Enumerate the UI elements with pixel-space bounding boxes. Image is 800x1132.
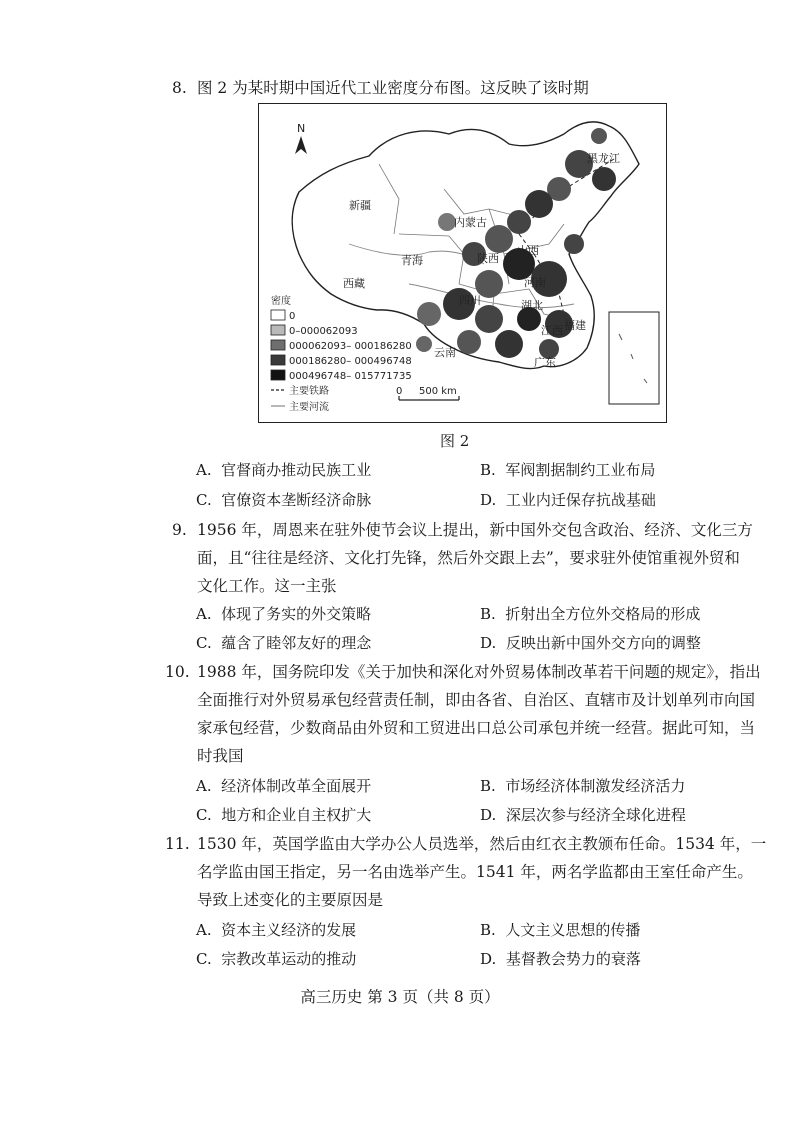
q8-option-c[interactable]: C. 官僚资本垄断经济命脉 [196, 491, 372, 509]
region-label: 福建 [564, 319, 586, 332]
region-label: 陕西 [477, 252, 499, 265]
legend-swatch-4 [271, 370, 285, 380]
q9-line: 1956 年，周恩来在驻外使节会议上提出，新中国外交包含政治、经济、文化三方 [197, 521, 753, 539]
q9-option-c[interactable]: C. 蕴含了睦邻友好的理念 [196, 634, 372, 652]
q11-option-b[interactable]: B. 人文主义思想的传播 [480, 921, 641, 939]
region-label: 山西 [517, 244, 539, 257]
q11-option-c[interactable]: C. 宗教改革运动的推动 [196, 950, 357, 968]
q9-option-a[interactable]: A. 体现了务实的外交策略 [196, 605, 372, 623]
q11-line: 名学监由国王指定，另一名由选举产生。1541 年，两名学监都由王室任命产生。 [197, 863, 753, 881]
q10-line: 家承包经营，少数商品由外贸和工贸进出口总公司承包并统一经营。据此可知，当 [197, 719, 756, 737]
legend-label: 000186280– 000496748 [289, 356, 412, 367]
q8-option-b[interactable]: B. 军阀割据制约工业布局 [480, 461, 656, 479]
q11-option-a[interactable]: A. 资本主义经济的发展 [196, 921, 357, 939]
south-china-sea-inset [609, 312, 659, 404]
q8-number: 8. [172, 79, 187, 97]
north-arrow-icon [295, 136, 307, 154]
q8-stem: 图 2 为某时期中国近代工业密度分布图。这反映了该时期 [197, 79, 589, 97]
region-label: 江西 [541, 324, 563, 337]
q10-option-b[interactable]: B. 市场经济体制激发经济活力 [480, 777, 686, 795]
legend-swatch-1 [271, 325, 285, 335]
legend-label: 0–000062093 [289, 326, 358, 337]
region-label: 广东 [534, 356, 556, 369]
legend-swatch-0 [271, 310, 285, 320]
railway-legend-label: 主要铁路 [289, 386, 329, 397]
q10-option-d[interactable]: D. 深层次参与经济全球化进程 [480, 806, 686, 824]
q11-number: 11. [165, 835, 190, 853]
q9-option-d[interactable]: D. 反映出新中国外交方向的调整 [480, 634, 701, 652]
q8-option-d[interactable]: D. 工业内迁保存抗战基础 [480, 491, 656, 509]
density-blobs [416, 128, 616, 359]
legend-title: 密度 [271, 296, 291, 307]
map-figure [259, 104, 666, 422]
legend-label: 000496748– 015771735 [289, 371, 412, 382]
region-label: 河南 [524, 276, 546, 289]
legend-label: 000062093– 000186280 [289, 341, 412, 352]
region-label: 四川 [459, 294, 481, 307]
q9-number: 9. [172, 521, 187, 539]
region-label: 青海 [401, 254, 423, 267]
q8-option-a[interactable]: A. 官督商办推动民族工业 [196, 461, 372, 479]
q11-line: 1530 年，英国学监由大学办公人员选举，然后由红衣主教颁布任命。1534 年，一 [197, 835, 767, 853]
industry-density-map [258, 103, 667, 423]
q10-line: 1988 年，国务院印发《关于加快和深化对外贸易体制改革若干问题的规定》，指出 [197, 663, 761, 681]
region-label: 湖北 [521, 299, 543, 312]
region-label: 黑龙江 [587, 152, 620, 165]
river-legend-label: 主要河流 [289, 402, 329, 413]
region-label: 新疆 [349, 199, 371, 212]
legend-label: 0 [289, 311, 296, 322]
q10-option-a[interactable]: A. 经济体制改革全面展开 [196, 777, 372, 795]
region-label: 内蒙古 [454, 216, 487, 229]
q11-line: 导致上述变化的主要原因是 [197, 891, 384, 909]
page-footer: 高三历史 第 3 页（共 8 页） [300, 988, 500, 1006]
q10-line: 时我国 [197, 747, 244, 765]
north-label: N [297, 122, 306, 135]
scale-zero: 0 [396, 386, 403, 397]
region-label: 西藏 [343, 277, 365, 290]
q10-option-c[interactable]: C. 地方和企业自主权扩大 [196, 806, 372, 824]
scale-label: 500 km [419, 386, 457, 397]
region-label: 云南 [434, 346, 456, 359]
q11-option-d[interactable]: D. 基督教会势力的衰落 [480, 950, 641, 968]
legend-swatch-2 [271, 340, 285, 350]
q9-line: 文化工作。这一主张 [197, 577, 337, 595]
figure-caption: 图 2 [440, 432, 470, 450]
q10-line: 全面推行对外贸易承包经营责任制，即由各省、自治区、直辖市及计划单列市向国 [197, 691, 756, 709]
q9-option-b[interactable]: B. 折射出全方位外交格局的形成 [480, 605, 701, 623]
q9-line: 面，且“往往是经济、文化打先锋，然后外交跟上去”，要求驻外使馆重视外贸和 [197, 549, 740, 567]
q10-number: 10. [165, 663, 190, 681]
legend-swatch-3 [271, 355, 285, 365]
